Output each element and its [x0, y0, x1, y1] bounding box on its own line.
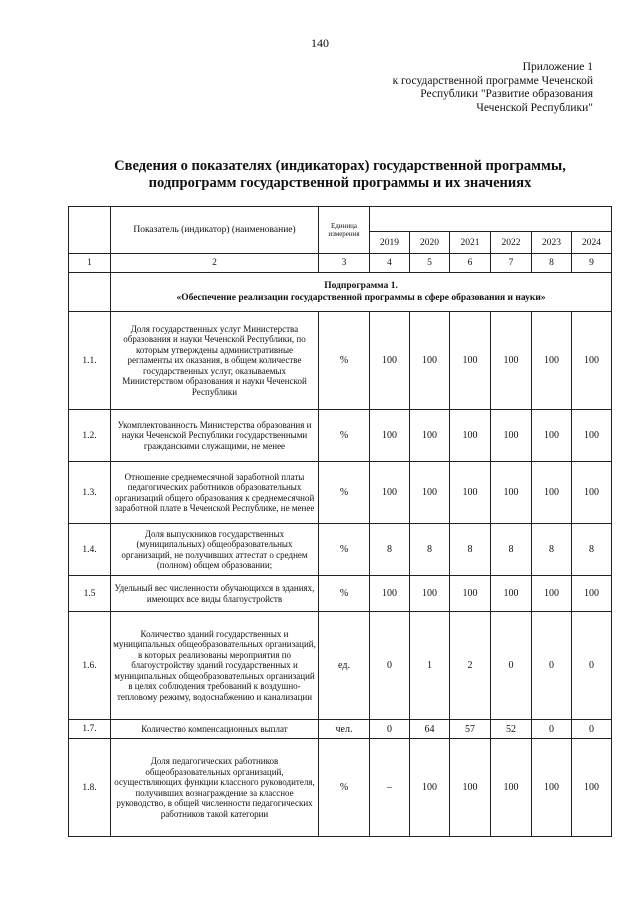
- row-number: 1.1.: [69, 312, 111, 410]
- table-row: [69, 410, 612, 462]
- value-cell: 100: [532, 312, 572, 410]
- unit-cell: %: [319, 462, 370, 524]
- value-cell: –: [370, 739, 410, 837]
- table-row: [69, 720, 612, 739]
- column-number: 2: [111, 254, 319, 273]
- appendix-line: Приложение 1: [522, 61, 593, 73]
- value-cell: 100: [450, 576, 491, 612]
- indicator-name: Количество компенсационных выплат: [111, 720, 319, 739]
- value-cell: 8: [532, 524, 572, 576]
- row-number: 1.7.: [69, 720, 111, 739]
- unit-cell: %: [319, 312, 370, 410]
- header-unit: Единица измерения: [319, 207, 370, 254]
- indicator-name: Количество зданий государственных и муниципальных общеобразовательных организаций, в которых реализованы мероприятия по благоустройству зданий государственных и муниципальных общеобразовательных организаций в целях соблюдения требований к воздушно-тепловому режиму, водоснабжению и канализации: [111, 612, 319, 720]
- subprogram-row: [69, 273, 612, 312]
- table-row: [69, 739, 612, 837]
- header-year: 2022: [491, 232, 532, 254]
- value-cell: 1: [410, 612, 450, 720]
- value-cell: 100: [572, 576, 612, 612]
- indicator-name: Доля педагогических работников общеобразовательных организаций, осуществляющих функции классного руководителя, получивших вознаграждение за классное руководство, в общей численности педагогических работников такой категории: [111, 739, 319, 837]
- unit-cell: %: [319, 410, 370, 462]
- value-cell: 0: [491, 612, 532, 720]
- value-cell: 0: [370, 612, 410, 720]
- header-year: 2024: [572, 232, 612, 254]
- value-cell: 52: [491, 720, 532, 739]
- table-row: [69, 462, 612, 524]
- unit-cell: %: [319, 739, 370, 837]
- value-cell: 64: [410, 720, 450, 739]
- value-cell: 8: [450, 524, 491, 576]
- indicator-name: Укомплектованность Министерства образования и науки Чеченской Республики государственными гражданскими служащими, не менее: [111, 410, 319, 462]
- value-cell: 100: [370, 410, 410, 462]
- subprogram-num-cell: [69, 273, 111, 312]
- title-line: Сведения о показателях (индикаторах) государственной программы,: [114, 158, 566, 174]
- column-number: 4: [370, 254, 410, 273]
- value-cell: 8: [572, 524, 612, 576]
- value-cell: 0: [572, 612, 612, 720]
- indicator-name: Удельный вес численности обучающихся в зданиях, имеющих все виды благоустройств: [111, 576, 319, 612]
- indicator-name: Доля выпускников государственных (муниципальных) общеобразовательных организаций, не получивших аттестат о среднем (полном) общем образовании;: [111, 524, 319, 576]
- document-title: [60, 158, 620, 192]
- unit-cell: ед.: [319, 612, 370, 720]
- value-cell: 100: [370, 576, 410, 612]
- value-cell: 0: [370, 720, 410, 739]
- value-cell: 8: [410, 524, 450, 576]
- indicators-table: [68, 206, 612, 837]
- row-number: 1.5: [69, 576, 111, 612]
- unit-cell: %: [319, 524, 370, 576]
- column-number: 7: [491, 254, 532, 273]
- header-year: 2020: [410, 232, 450, 254]
- column-number: 3: [319, 254, 370, 273]
- value-cell: 100: [450, 410, 491, 462]
- indicator-rows: [69, 312, 612, 837]
- appendix-line: к государственной программе Чеченской: [392, 74, 593, 87]
- value-cell: 100: [410, 739, 450, 837]
- subprogram-title-line: Подпрограмма 1.: [324, 281, 398, 291]
- unit-cell: чел.: [319, 720, 370, 739]
- column-number: 8: [532, 254, 572, 273]
- value-cell: 100: [572, 739, 612, 837]
- value-cell: 100: [450, 312, 491, 410]
- value-cell: 100: [450, 462, 491, 524]
- value-cell: 100: [410, 410, 450, 462]
- column-number: 1: [69, 254, 111, 273]
- row-number: 1.6.: [69, 612, 111, 720]
- header-indicator: Показатель (индикатор) (наименование): [111, 207, 319, 254]
- value-cell: 100: [370, 312, 410, 410]
- value-cell: 100: [532, 462, 572, 524]
- value-cell: 8: [491, 524, 532, 576]
- indicator-name: Отношение среднемесячной заработной платы педагогических работников образовательных организаций общего образования к среднемесячной заработной плате в Чеченской Республике, не менее: [111, 462, 319, 524]
- value-cell: 0: [532, 612, 572, 720]
- header-years-group: [370, 207, 612, 232]
- value-cell: 8: [370, 524, 410, 576]
- column-number: 6: [450, 254, 491, 273]
- value-cell: 100: [410, 462, 450, 524]
- value-cell: 100: [572, 410, 612, 462]
- subprogram-title-line: «Обеспечение реализации государственной программы в сфере образования и науки»: [176, 293, 546, 303]
- value-cell: 100: [572, 462, 612, 524]
- value-cell: 100: [450, 739, 491, 837]
- header-year: 2023: [532, 232, 572, 254]
- value-cell: 100: [491, 739, 532, 837]
- appendix-note: [393, 61, 593, 115]
- indicator-name: Доля государственных услуг Министерства образования и науки Чеченской Республики, по которым утверждены административные регламенты их оказания, в общем количестве государственных услуг, оказываемых Министерством образования и науки Чеченской Республики: [111, 312, 319, 410]
- value-cell: 57: [450, 720, 491, 739]
- value-cell: 100: [491, 312, 532, 410]
- column-number: 9: [572, 254, 612, 273]
- unit-cell: %: [319, 576, 370, 612]
- table-row: [69, 312, 612, 410]
- header-year: 2021: [450, 232, 491, 254]
- column-number: 5: [410, 254, 450, 273]
- row-number: 1.8.: [69, 739, 111, 837]
- table-row: [69, 524, 612, 576]
- column-number-row: [69, 254, 612, 273]
- table-row: [69, 576, 612, 612]
- value-cell: 0: [532, 720, 572, 739]
- row-number: 1.3.: [69, 462, 111, 524]
- value-cell: 2: [450, 612, 491, 720]
- value-cell: 100: [370, 462, 410, 524]
- header-year: 2019: [370, 232, 410, 254]
- value-cell: 100: [572, 312, 612, 410]
- subprogram-title: [111, 273, 612, 312]
- value-cell: 100: [532, 576, 572, 612]
- value-cell: 100: [532, 739, 572, 837]
- value-cell: 100: [491, 576, 532, 612]
- appendix-line: Чеченской Республики": [476, 101, 593, 114]
- table-row: [69, 612, 612, 720]
- value-cell: 100: [491, 462, 532, 524]
- value-cell: 100: [491, 410, 532, 462]
- value-cell: 100: [532, 410, 572, 462]
- header-row: [69, 207, 612, 232]
- row-number: 1.4.: [69, 524, 111, 576]
- value-cell: 100: [410, 312, 450, 410]
- row-number: 1.2.: [69, 410, 111, 462]
- appendix-line: Республики "Развитие образования: [420, 88, 593, 100]
- value-cell: 0: [572, 720, 612, 739]
- page-number: 140: [311, 36, 329, 50]
- header-num-cell: [69, 207, 111, 254]
- value-cell: 100: [410, 576, 450, 612]
- title-line: подпрограмм государственной программы и их значениях: [148, 175, 532, 191]
